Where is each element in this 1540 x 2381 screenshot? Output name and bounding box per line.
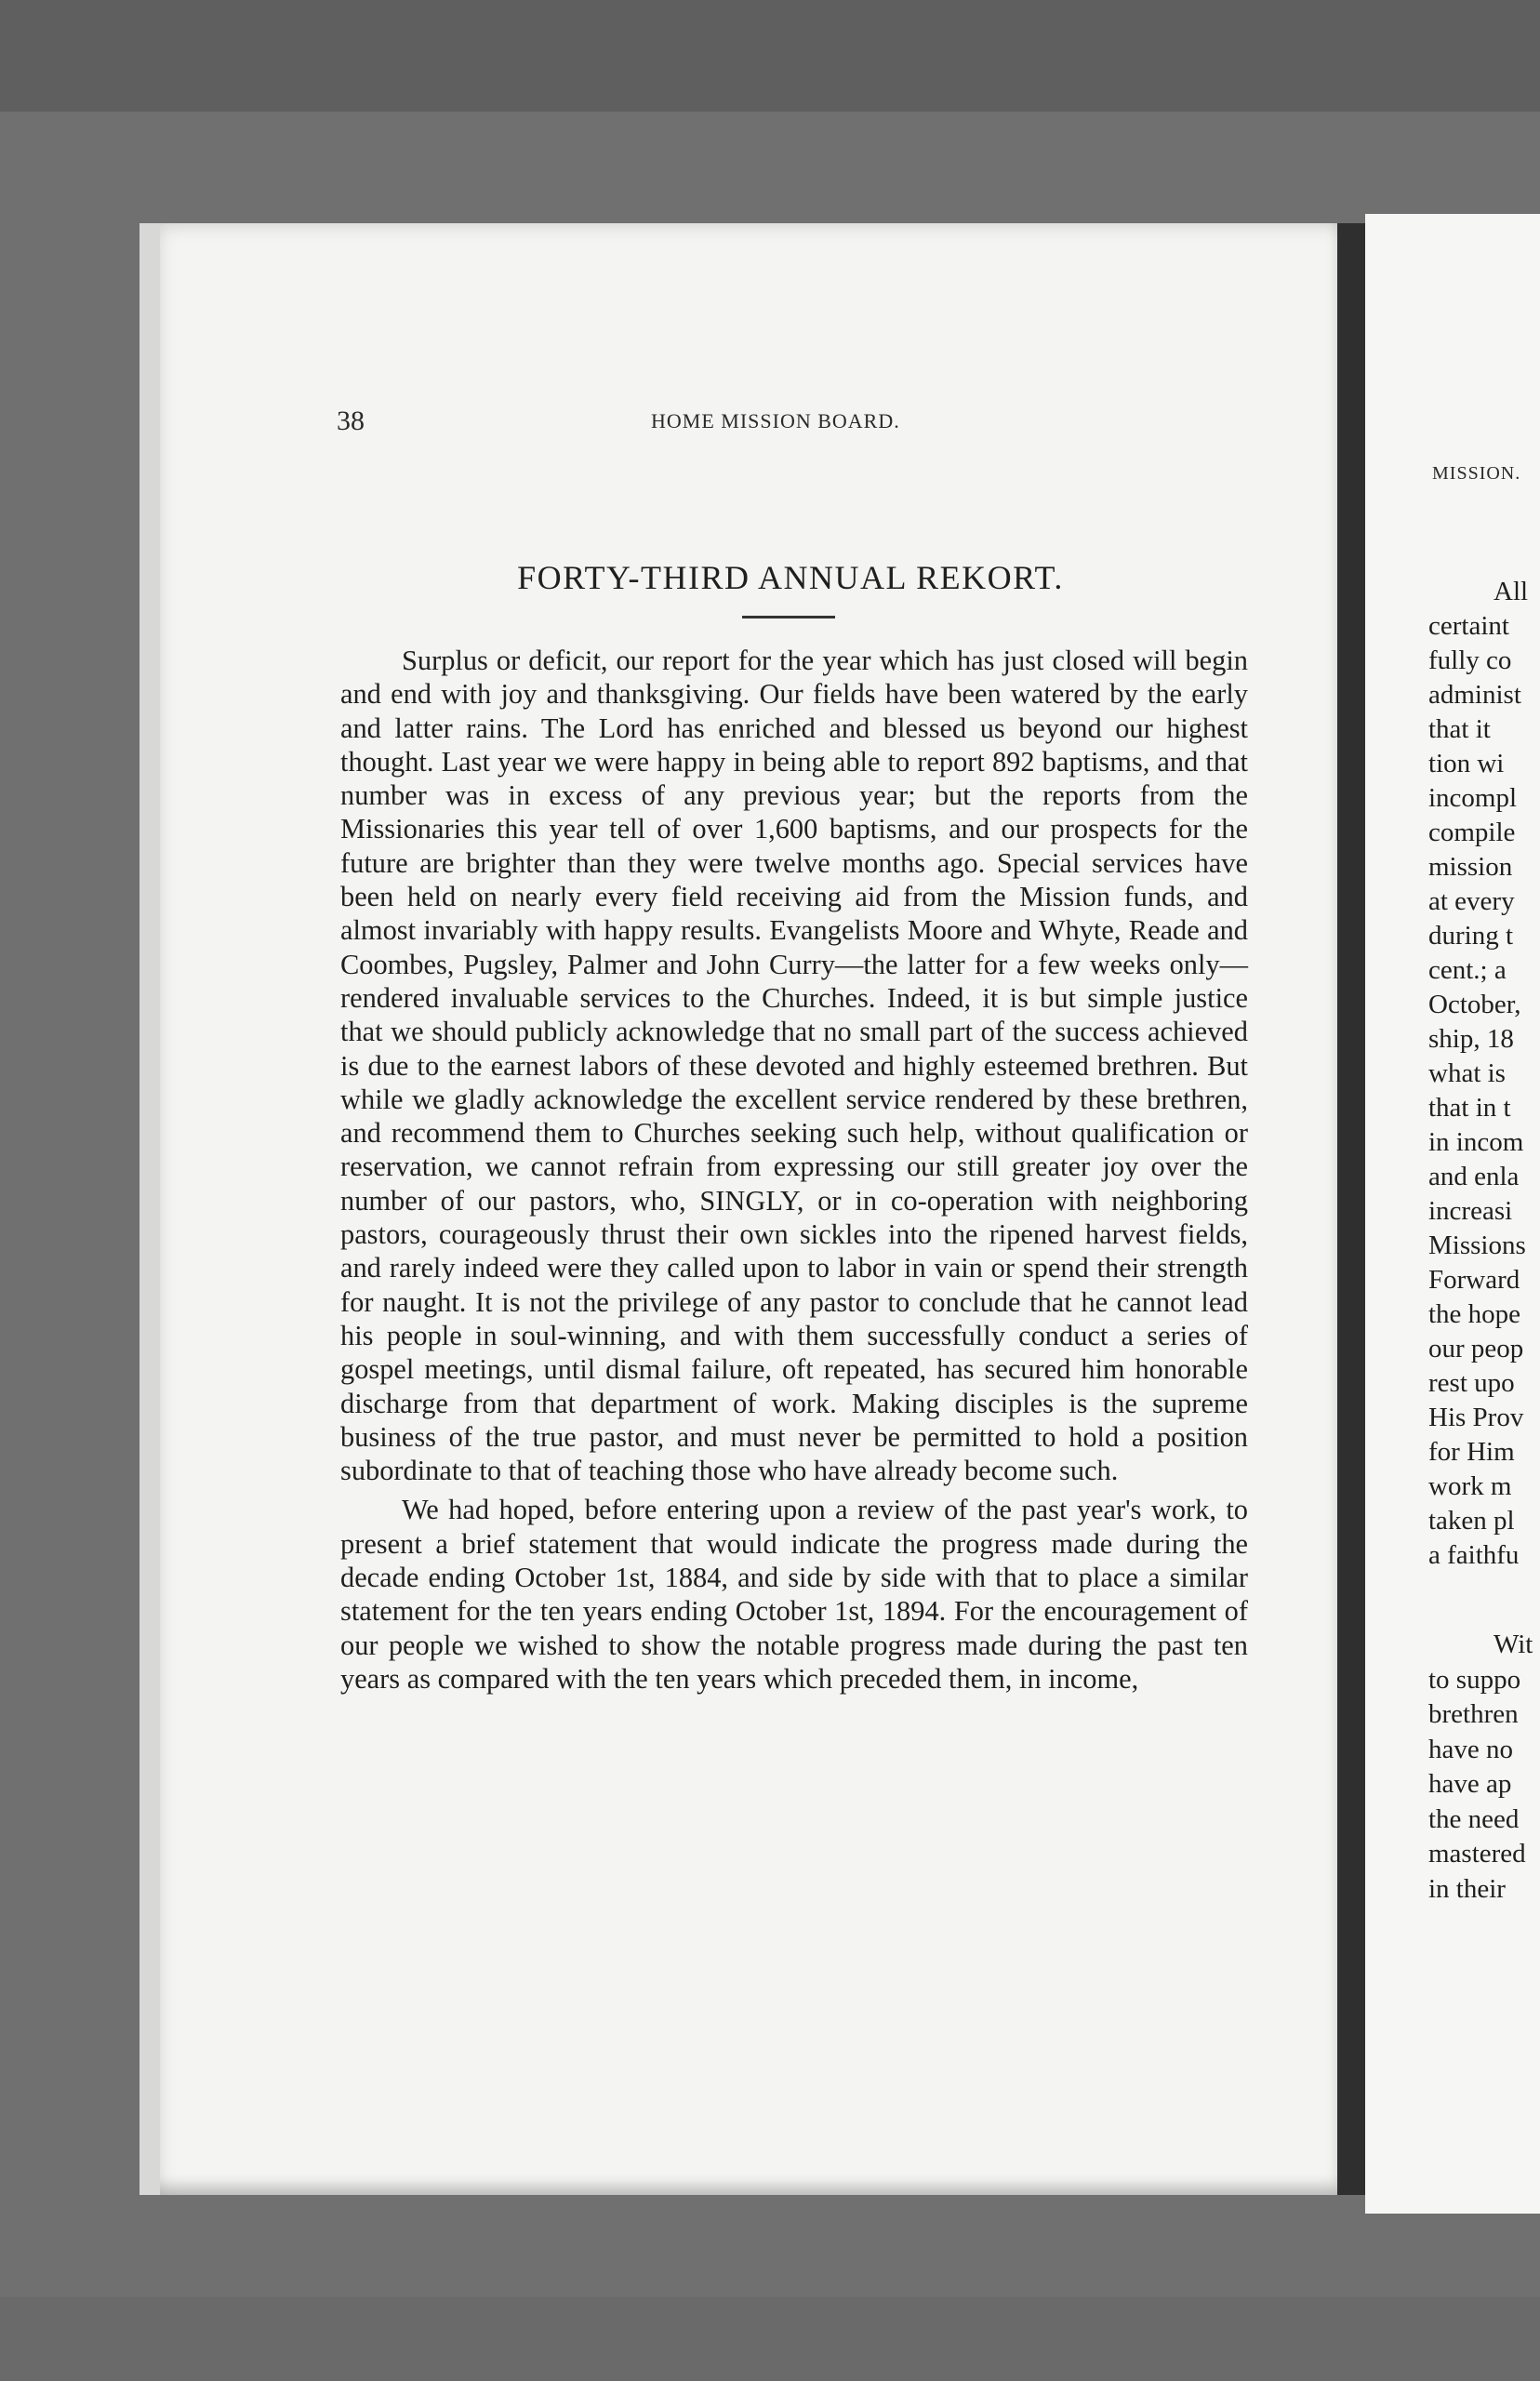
right-column-line: October, [1428,990,1521,1019]
right-column-line: a faithfu [1428,1540,1520,1570]
left-page-edge [139,223,160,2195]
right-column-line: to suppo [1428,1664,1521,1695]
body-text [340,644,1248,1696]
right-column-line: for Him [1428,1437,1515,1467]
right-column-line: have ap [1428,1769,1512,1799]
right-column-line: that it [1428,714,1491,744]
right-column-line: fully co [1428,645,1512,675]
right-column-line: brethren [1428,1699,1519,1729]
scan-background-bottom [0,2297,1540,2381]
right-column-line: increasi [1428,1196,1513,1226]
right-column-line: rest upo [1428,1368,1515,1398]
right-running-head: MISSION. [1432,463,1521,484]
right-column-text [1428,575,1540,1573]
right-column-line: and enla [1428,1162,1520,1191]
right-column-line: Missions [1428,1230,1526,1260]
running-head: HOME MISSION BOARD. [651,409,900,432]
right-column-line: administ [1428,680,1521,710]
right-column-line: incompl [1428,783,1518,813]
right-column-line: at every [1428,886,1515,916]
scan-background-top [0,0,1540,112]
right-column-line: mission [1428,852,1513,882]
right-column-text-2 [1428,1628,1540,1907]
right-column-line: our peop [1428,1334,1524,1363]
right-column-line: compile [1428,818,1516,847]
right-column-line: All [1494,577,1529,606]
right-column-line: the hope [1428,1299,1521,1329]
right-column-line: ship, 18 [1428,1024,1514,1054]
page-number: 38 [337,406,365,436]
right-column-line: what is [1428,1058,1506,1088]
right-column-line: have no [1428,1734,1513,1764]
right-column-line: cent.; a [1428,955,1507,985]
title-rule [742,616,835,619]
right-column-line: work m [1428,1471,1512,1501]
right-column-line: that in t [1428,1093,1511,1123]
right-column-line: in incom [1428,1127,1524,1157]
right-column-line: certaint [1428,611,1509,641]
page-title: FORTY-THIRD ANNUAL REKORT. [517,559,1064,596]
right-column-line: mastered [1428,1839,1526,1869]
book-gutter [1337,223,1365,2195]
paragraph-2: We had hoped, before entering upon a review of the past year's work, to present a brief statement that would indicate the progress made during the decade ending October 1st, 1884, and side by side with that to place a similar statement for the ten years ending October 1st, 1894. For the encouragement of our people we wished to show the notable progress made during the past ten years as compared with the ten years which preceded them, in income, [340,1494,1248,1695]
right-column-line: tion wi [1428,749,1505,778]
right-column-line: during t [1428,921,1514,951]
right-column-line: His Prov [1428,1403,1524,1432]
right-column-line: taken pl [1428,1506,1515,1536]
right-column-line: Forward [1428,1265,1520,1295]
right-column-line: in their [1428,1873,1506,1904]
right-column-line: the need [1428,1803,1520,1834]
right-column-line: Wit [1494,1629,1533,1659]
paragraph-1: Surplus or deficit, our report for the year which has just closed will begin and end with joy and thanksgiving. Our fields have been watered by the early and latter rains. The Lord has enriched and blessed us beyond our highest thought. Last year we were happy in being able to report 892 baptisms, and that number was in excess of any previous year; but the reports from the Missionaries this year tell of over 1,600 baptisms, and our prospects for the future are brighter than they were twelve months ago. Special services have been held on nearly every field receiving aid from the Mission funds, and almost invariably with happy results. Evangelists Moore and Whyte, Reade and Coombes, Pugsley, Palmer and John Curry—the latter for a few weeks only—rendered invaluable services to the Churches. Indeed, it is but simple justice that we should publicly acknowledge that no small part of the success achieved is due to the earnest labors of these devoted and highly esteemed brethren. But while we gladly acknowledge the excellent service rendered by these brethren, and recommend them to Churches seeking such help, without qualification or reservation, we cannot refrain from expressing our still greater joy over the number of our pastors, who, SINGLY, or in co-operation with neighboring pastors, courageously thrust their own sickles into the ripened harvest fields, and rarely indeed were they called upon to labor in vain or spend their strength for naught. It is not the privilege of any pastor to conclude that he cannot lead his people in soul-winning, and with them successfully conduct a series of gospel meetings, until dismal failure, oft repeated, has secured him honorable discharge from that department of work. Making disciples is the supreme business of the true pastor, and must never be permitted to hold a position subordinate to that of teaching those who have already become such. [340,645,1248,1487]
